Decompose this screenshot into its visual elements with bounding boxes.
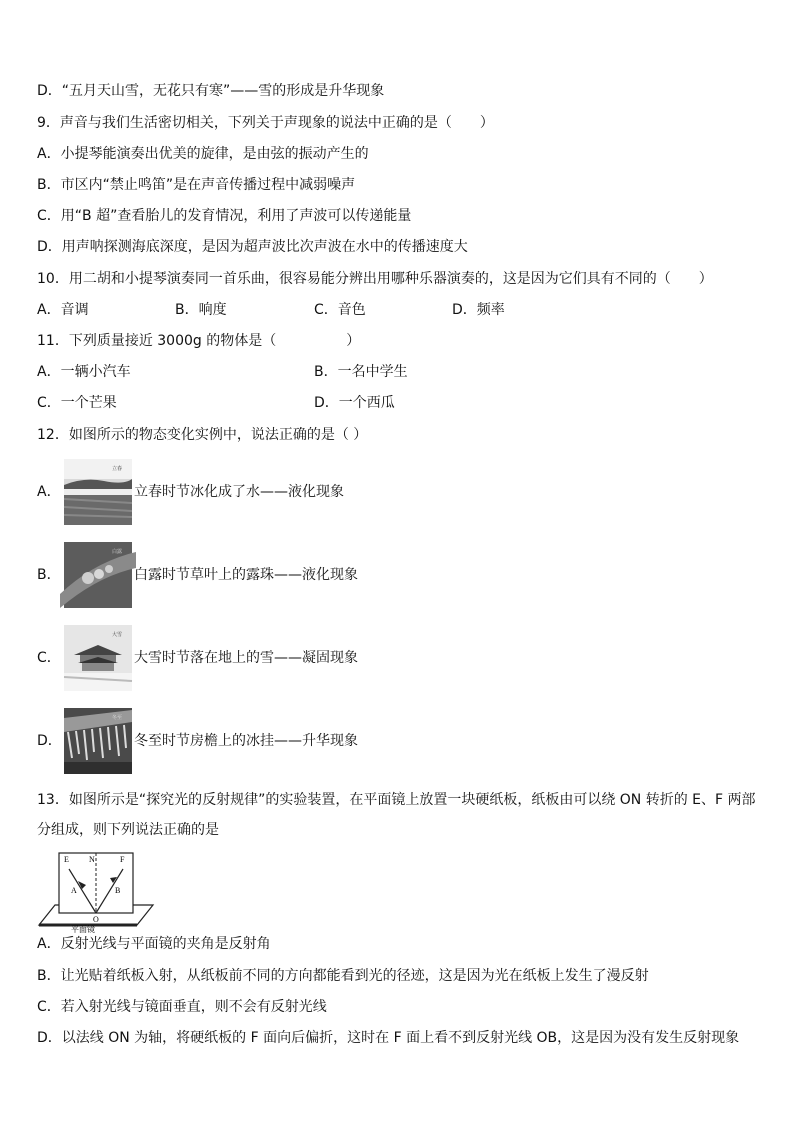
q12-option-a-stamp: 立春: [111, 466, 122, 472]
diagram-label-a: A: [71, 886, 77, 895]
q11-options-row2: [37, 393, 737, 413]
q9-option-b: B．市区内“禁止鸣笛”是在声音传播过程中减弱噪声: [37, 177, 356, 193]
q11-option-d: D．一个西瓜: [314, 395, 395, 411]
q12-option-c-text: 大雪时节落在地上的雪——凝固现象: [134, 650, 358, 666]
q13-option-a: A．反射光线与平面镜的夹角是反射角: [37, 936, 271, 952]
q13-option-d: D．以法线 ON 为轴，将硬纸板的 F 面向后偏折，这时在 F 面上看不到反射光线 OB，这是因为没有发生反射现象: [37, 1030, 740, 1046]
q9-option-d: D．用声呐探测海底深度，是因为超声波比次声波在水中的传播速度大: [37, 239, 468, 255]
q12-option-d-letter: D．: [37, 733, 62, 749]
q13-option-c: C．若入射光线与镜面垂直，则不会有反射光线: [37, 999, 327, 1015]
q11-option-b: B．一名中学生: [314, 364, 408, 380]
diagram-label-f: F: [120, 855, 125, 864]
q12-option-c-image: [64, 625, 132, 691]
q13-option-b: B．让光贴着纸板入射，从纸板前不同的方向都能看到光的径迹，这是因为光在纸板上发生了漫反射: [37, 968, 649, 984]
q10-options: [37, 300, 737, 320]
q11-options-row1: [37, 362, 737, 382]
q12-option-b-letter: B．: [37, 567, 61, 583]
q10-option-c: C．音色: [314, 302, 366, 318]
q10-option-a: A．音调: [37, 302, 89, 318]
q13-stem-line1: 13．如图所示是“探究光的反射规律”的实验装置，在平面镜上放置一块硬纸板，纸板由可以绕 ON 转折的 E、F 两部: [37, 792, 756, 808]
q9-option-a: A．小提琴能演奏出优美的旋律，是由弦的振动产生的: [37, 146, 369, 162]
q12-option-c-letter: C．: [37, 650, 61, 666]
q12-option-b-stamp: 白露: [111, 549, 122, 555]
diagram-label-mirror: 平面镜: [71, 925, 95, 934]
diagram-label-o: O: [93, 915, 99, 924]
q11-stem: 11．下列质量接近 3000g 的物体是（ ）: [37, 333, 361, 349]
reflection-experiment-diagram: [37, 847, 155, 934]
diagram-label-n: N: [89, 855, 95, 864]
q12-option-d-image: [64, 708, 132, 774]
q10-option-d: D．频率: [452, 302, 505, 318]
q12-option-b-image: [64, 542, 132, 608]
q11-option-c: C．一个芒果: [37, 395, 117, 411]
q9-option-c: C．用“B 超”查看胎儿的发育情况，利用了声波可以传递能量: [37, 208, 412, 224]
q11-option-a: A．一辆小汽车: [37, 364, 131, 380]
q12-option-d-text: 冬至时节房檐上的冰挂——升华现象: [134, 733, 358, 749]
q13-stem-line2: 分组成，则下列说法正确的是: [37, 822, 219, 838]
q9-stem: 9．声音与我们生活密切相关，下列关于声现象的说法中正确的是（ ）: [37, 115, 494, 131]
q12-option-a-letter: A．: [37, 484, 61, 500]
q10-option-b: B．响度: [175, 302, 227, 318]
q10-stem: 10．用二胡和小提琴演奏同一首乐曲，很容易能分辨出用哪种乐器演奏的，这是因为它们具有不同的（ ）: [37, 271, 713, 287]
diagram-label-b: B: [115, 886, 121, 895]
q12-option-b-text: 白露时节草叶上的露珠——液化现象: [134, 567, 358, 583]
q12-option-c-stamp: 大雪: [111, 632, 122, 638]
q12-option-d-stamp: 冬至: [111, 715, 122, 721]
q12-option-a-text: 立春时节冰化成了水——液化现象: [134, 484, 344, 500]
q8-option-d: D．“五月天山雪，无花只有寒”——雪的形成是升华现象: [37, 83, 385, 99]
diagram-label-e: E: [64, 855, 69, 864]
q12-stem: 12．如图所示的物态变化实例中，说法正确的是（ ）: [37, 427, 368, 443]
q12-option-a-image: [64, 459, 132, 525]
